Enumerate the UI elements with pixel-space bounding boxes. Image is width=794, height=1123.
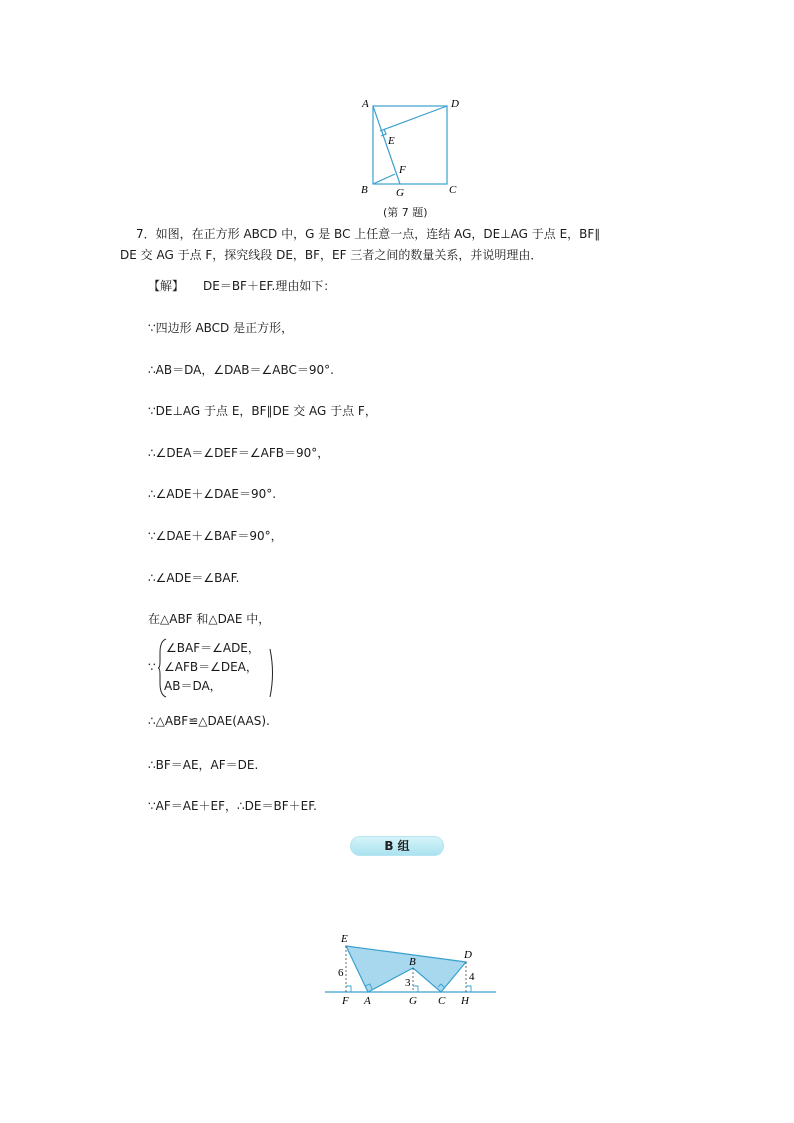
- square-abcd: [373, 106, 447, 184]
- solution-answer: DE＝BF＋EF.理由如下：: [203, 279, 336, 293]
- solution-step-7: ∴∠ADE＝∠BAF.: [148, 571, 240, 585]
- solution-step-4: ∴∠DEA＝∠DEF＝∠AFB＝90°，: [148, 446, 330, 460]
- length-dh: 4: [469, 971, 475, 983]
- label-f-fig8: F: [342, 995, 349, 1007]
- length-ef: 6: [338, 967, 344, 979]
- segment-ag: [373, 106, 400, 184]
- solution-step-5: ∴∠ADE＋∠DAE＝90°.: [148, 487, 277, 501]
- label-d: D: [451, 98, 459, 110]
- label-c: C: [449, 184, 457, 196]
- label-d-fig8: D: [464, 949, 472, 961]
- label-b-fig8: B: [409, 956, 416, 968]
- label-a: A: [362, 98, 369, 110]
- label-c-fig8: C: [438, 995, 446, 1007]
- problem-line-2: DE 交 AG 于点 F，探究线段 DE，BF，EF 三者之间的数量关系，并说明理由．: [120, 248, 543, 262]
- length-bg: 3: [405, 977, 411, 989]
- solution-step-2: ∴AB＝DA，∠DAB＝∠ABC＝90°.: [148, 363, 334, 377]
- figure-7-caption: (第 7 题): [383, 206, 428, 219]
- label-e: E: [388, 135, 395, 147]
- label-e-fig8: E: [341, 933, 348, 945]
- system-right-paren: [268, 648, 276, 698]
- problem-line-1: 7．如图，在正方形 ABCD 中，G 是 BC 上任意一点，连结 AG，DE⊥AG 于点 E，BF∥: [136, 227, 601, 241]
- system-line-2: ∠AFB＝∠DEA，: [164, 660, 258, 674]
- solution-header: 【解】: [148, 279, 185, 293]
- system-line-3: AB＝DA，: [164, 679, 222, 693]
- label-h-fig8: H: [461, 995, 469, 1007]
- figure-8-polygon: [320, 930, 500, 1012]
- label-a-fig8: A: [364, 995, 371, 1007]
- right-angle-mark-f: [346, 986, 351, 992]
- label-g: G: [396, 187, 404, 197]
- system-line-1: ∠BAF＝∠ADE，: [166, 641, 260, 655]
- right-angle-mark-g: [413, 986, 418, 992]
- solution-congruence: ∴△ABF≌△DAE(AAS).: [148, 714, 270, 728]
- solution-step-3: ∵DE⊥AG 于点 E，BF∥DE 交 AG 于点 F，: [148, 404, 377, 418]
- solution-step-8: 在△ABF 和△DAE 中，: [148, 612, 271, 626]
- solution-step-6: ∵∠DAE＋∠BAF＝90°，: [148, 529, 283, 543]
- right-angle-mark-h: [466, 986, 471, 992]
- system-because: ∵: [148, 660, 156, 674]
- figure-7-square: [350, 95, 470, 197]
- section-b-banner: B 组: [350, 836, 444, 856]
- segment-bf: [373, 174, 395, 184]
- solution-step-1: ∵四边形 ABCD 是正方形，: [148, 321, 294, 335]
- solution-corresponding-sides: ∴BF＝AE，AF＝DE.: [148, 758, 259, 772]
- label-f: F: [399, 164, 406, 176]
- label-b: B: [361, 184, 368, 196]
- solution-conclusion: ∵AF＝AE＋EF，∴DE＝BF＋EF.: [148, 799, 317, 813]
- segment-de: [380, 106, 447, 131]
- label-g-fig8: G: [409, 995, 417, 1007]
